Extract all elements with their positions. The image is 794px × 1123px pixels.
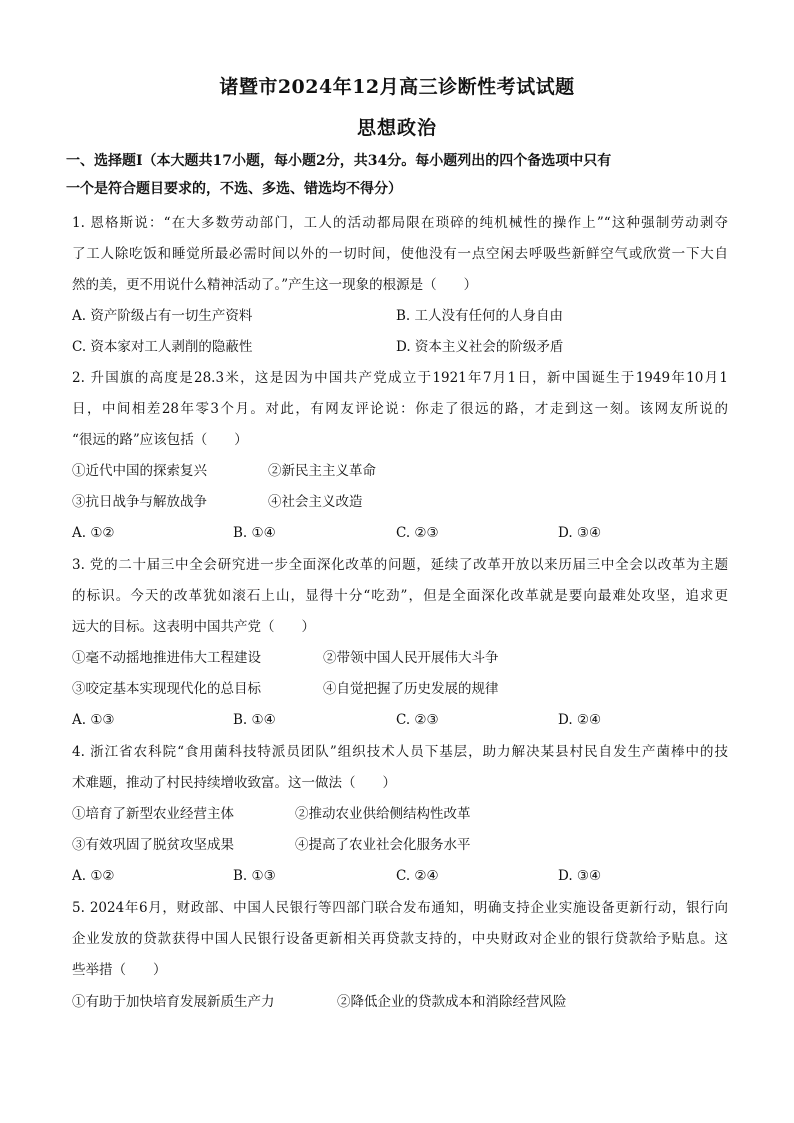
q4-stem-line-2: 术难题，推动了村民持续增收致富。这一做法（ ） [72,775,396,791]
q2-item-2: ②新民主主义革命 [268,463,376,479]
q2-option-c: C. ②③ [396,525,439,541]
q2-item-1: ①近代中国的探索复兴 [72,463,207,479]
q4-item-3: ③有效巩固了脱贫攻坚成果 [72,837,234,853]
q4-option-d: D. ③④ [558,868,602,884]
q4-option-b: B. ①③ [233,868,276,884]
q3-item-1: ①毫不动摇地推进伟大工程建设 [72,650,261,666]
q1-stem-line-3: 然的美，更不用说什么精神活动了。”产生这一现象的根源是（ ） [72,277,478,293]
subject-title: 思想政治 [356,117,437,139]
q3-option-b: B. ①④ [233,712,276,728]
q5-item-1: ①有助于加快培育发展新质生产力 [72,994,275,1010]
q4-option-a: A. ①② [72,868,115,884]
q4-item-4: ④提高了农业社会化服务水平 [295,837,471,853]
q4-stem-line-1: 4. 浙江省农科院“食用菌科技特派员团队”组织技术人员下基层，助力解决某县村民自发生产菌棒中的技 [72,744,728,760]
q2-option-a: A. ①② [72,525,115,541]
q3-stem-line-2: 的标识。今天的改革犹如滚石上山，显得十分“吃劲”，但是全面深化改革就是要向最难处攻坚，追求更 [72,588,728,604]
q3-option-d: D. ②④ [558,712,602,728]
q2-stem-line-2: 日，中间相差28年零3个月。对此，有网友评论说：你走了很远的路，才走到这一刻。该网友所说的 [72,401,728,417]
q2-option-d: D. ③④ [558,525,602,541]
q2-item-4: ④社会主义改造 [268,494,363,510]
q4-item-2: ②推动农业供给侧结构性改革 [295,806,471,822]
q4-option-c: C. ②④ [396,868,439,884]
q3-item-4: ④自觉把握了历史发展的规律 [323,681,499,697]
q5-stem-line-3: 些举措（ ） [72,962,167,978]
exam-title: 诸暨市2024年12月高三诊断性考试试题 [219,76,575,98]
q3-stem-line-3: 远大的目标。这表明中国共产党（ ） [72,619,315,635]
q2-stem-line-3: “很远的路”应该包括（ ） [72,432,248,448]
q3-option-c: C. ②③ [396,712,439,728]
q5-stem-line-1: 5. 2024年6月，财政部、中国人民银行等四部门联合发布通知，明确支持企业实施设备更新行动，银行向 [72,900,728,916]
section-heading-line-1: 一、选择题Ⅰ（本大题共17小题，每小题2分，共34分。每小题列出的四个备选项中只有 [66,153,612,169]
q5-stem-line-2: 企业发放的贷款获得中国人民银行设备更新相关再贷款支持的，中央财政对企业的银行贷款给予贴息。这 [72,931,728,947]
q2-option-b: B. ①④ [233,525,276,541]
q3-stem-line-1: 3. 党的二十届三中全会研究进一步全面深化改革的问题，延续了改革开放以来历届三中全会以改革为主题 [72,557,728,573]
q2-item-3: ③抗日战争与解放战争 [72,494,207,510]
q3-item-3: ③咬定基本实现现代化的总目标 [72,681,261,697]
q2-stem-line-1: 2. 升国旗的高度是28.3米，这是因为中国共产党成立于1921年7月1日，新中国诞生于1949年10月1 [72,370,728,386]
section-heading-line-2: 一个是符合题目要求的，不选、多选、错选均不得分） [66,181,402,197]
q1-option-d: D. 资本主义社会的阶级矛盾 [396,339,564,355]
q3-option-a: A. ①③ [72,712,115,728]
q3-item-2: ②带领中国人民开展伟大斗争 [323,650,499,666]
q1-option-a: A. 资产阶级占有一切生产资料 [72,308,253,324]
q5-item-2: ②降低企业的贷款成本和消除经营风险 [337,994,567,1010]
q1-option-b: B. 工人没有任何的人身自由 [396,308,564,324]
q1-stem-line-1: 1. 恩格斯说：“在大多数劳动部门，工人的活动都局限在琐碎的纯机械性的操作上”“这种强制劳动剥夺 [72,215,728,231]
q1-option-c: C. 资本家对工人剥削的隐蔽性 [72,339,253,355]
q1-stem-line-2: 了工人除吃饭和睡觉所最必需时间以外的一切时间，使他没有一点空闲去呼吸些新鲜空气或欣赏一下大自 [72,246,728,262]
q4-item-1: ①培育了新型农业经营主体 [72,806,234,822]
